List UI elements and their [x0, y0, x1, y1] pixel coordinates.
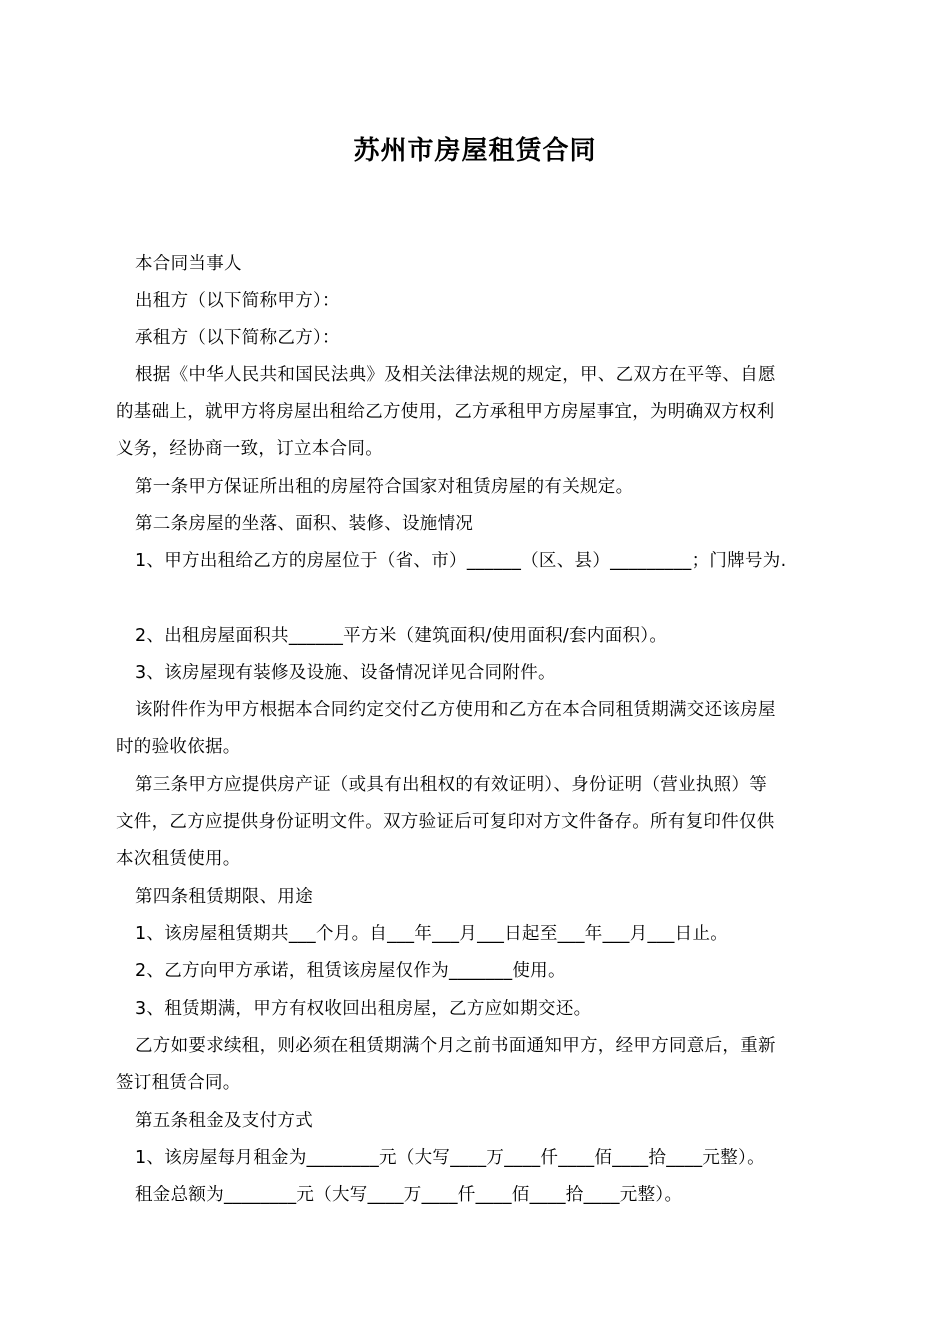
paragraph-line: 根据《中华人民共和国民法典》及相关法律法规的规定，甲、乙双方在平等、自愿 [135, 365, 776, 385]
article-4-item-3: 3、租赁期满，甲方有权收回出租房屋，乙方应如期交还。 [135, 999, 592, 1019]
paragraph-line: 本次租赁使用。 [116, 849, 241, 869]
article-5-heading: 第五条租金及支付方式 [135, 1111, 313, 1131]
lessor-line: 出租方（以下简称甲方）： [135, 291, 340, 311]
article-4-item-2: 2、乙方向甲方承诺，租赁该房屋仅作为_______使用。 [135, 961, 566, 981]
article-2-item-2: 2、出租房屋面积共______平方米（建筑面积/使用面积/套内面积）。 [135, 626, 668, 646]
lessee-line: 承租方（以下简称乙方）： [135, 328, 340, 348]
article-2-heading: 第二条房屋的坐落、面积、装修、设施情况 [135, 514, 474, 534]
article-3: 第三条甲方应提供房产证（或具有出租权的有效证明）、身份证明（营业执照）等 [135, 775, 768, 795]
document-title: 苏州市房屋租赁合同 [353, 136, 597, 166]
article-4-item-1: 1、该房屋租赁期共___个月。自___年___月___日起至___年___月___日止。 [135, 924, 729, 944]
paragraph-line: 该附件作为甲方根据本合同约定交付乙方使用和乙方在本合同租赁期满交还该房屋 [135, 700, 776, 720]
paragraph-line: 时的验收依据。 [116, 737, 241, 757]
paragraph-line: 义务，经协商一致，订立本合同。 [116, 439, 383, 459]
article-2-item-1: 1、甲方出租给乙方的房屋位于（省、市）______（区、县）_________；门牌号为. [135, 551, 787, 571]
article-1: 第一条甲方保证所出租的房屋符合国家对租赁房屋的有关规定。 [135, 477, 634, 497]
paragraph-line: 文件，乙方应提供身份证明文件。双方验证后可复印对方文件备存。所有复印件仅供 [116, 812, 775, 832]
paragraph-line: 的基础上，就甲方将房屋出租给乙方使用，乙方承租甲方房屋事宜，为明确双方权利 [116, 402, 775, 422]
article-4-heading: 第四条租赁期限、用途 [135, 887, 313, 907]
paragraph-line: 签订租赁合同。 [116, 1073, 241, 1093]
parties-heading: 本合同当事人 [135, 254, 242, 274]
article-2-item-3: 3、该房屋现有装修及设施、设备情况详见合同附件。 [135, 663, 556, 683]
paragraph-line: 乙方如要求续租，则必须在租赁期满个月之前书面通知甲方，经甲方同意后，重新 [135, 1036, 776, 1056]
rent-total-line: 租金总额为________元（大写____万____仟____佰____拾____元整）。 [135, 1185, 683, 1205]
article-5-item-1: 1、该房屋每月租金为________元（大写____万____仟____佰____拾____元整）。 [135, 1148, 765, 1168]
